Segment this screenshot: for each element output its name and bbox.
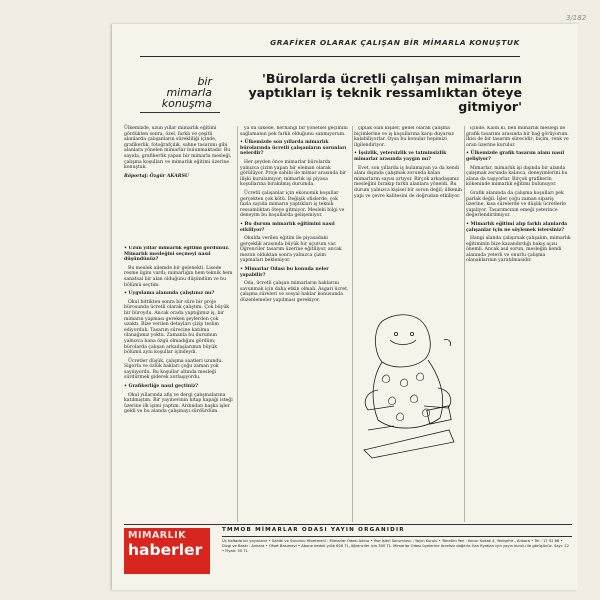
interview-question: • Ülkemizde son yıllarda mimarlık bürolarında ücretli çalışanların sorunları nelerdir? [240,140,347,157]
article-column-3 [354,126,462,274]
mimarlik-haberler-logo [124,528,210,574]
headline-rule [140,56,520,57]
interview-answer: Grafik alanında da çalışma koşulları pek parlak değil. İşler çoğu zaman sipariş üzerine, kısa sürelerde ve düşük ücretlerle yapılıyor. Tasarımcının emeği yeterince değerlendirilmiyor. [466,190,566,219]
interview-answer: Ücretler düşük, çalışma saatleri uzundu. Sigorta ve özlük hakları çoğu zaman yok sayılıyordu. Bu koşullar altında mesleği sürdürmek giderek zorlaşıyordu. [124,358,223,381]
byline: Röportaj: Özgür AKARSU [124,173,189,179]
interview-answer: çıplak olan kişiler, genel olarak çalışma biçimlerine ve iş koşullarına karşı duyarsız kalabiliyorlar. Oysa bu konular hepimizi ilgilendiriyor. [354,126,454,148]
logo-bottom-text: haberler [128,541,203,559]
interview-answer: Evet, son yıllarda iş bulamayan ya da kendi alanı dışında çalışmak zorunda kalan mimarların sayısı artıyor. Birçok arkadaşımız mesleğini bırakıp farklı alanlara yöneldi. Bu durum yalnızca kişisel bir sorun değil; ülkenin yapı ve çevre kalitesini de doğrudan etkiliyor. [354,165,462,199]
interview-answer: Okul bittikten sonra bir süre bir proje bürosunda ücretli olarak çalıştım. Çok büyük bir büroydu. Ancak orada yaptığımız iş, bir mimarın yapması gereken şeylerden çok uzaktı. Bize verilen detayları çizip teslim ediyorduk. Tasarım sürecine katılma olanağımız yoktu. Zamanla bu durumun yalnızca bana özgü olmadığını gördüm; bürolarda çalışan arkadaşlarımın büyük bölümü aynı koşullar içindeydi. [124,299,230,356]
headline: GRAFİKER OLARAK ÇALIŞAN BİR MİMARLA KONUŞTUK [270,38,520,47]
logo-top-text: MİMARLIK [128,530,187,541]
column-divider [352,126,353,522]
organization-title: TMMOB MİMARLAR ODASI YAYIN ORGANIDIR [222,527,405,533]
article-column-2 [240,126,350,460]
interview-question: • Uzun yıllar mimarlık eğitimi gördünüz. Mimarlık mesleğini seçmeyi nasıl düşündünüz? [124,246,230,263]
interview-question: • Mimarlık eğitimi alıp farklı alanlarda çalışanlar için ne söylemek istersiniz? [466,221,568,233]
interview-question: • Uygulama alanında çalıştınız mı? [124,291,215,297]
drafting-table-icon [364,430,454,458]
handwritten-page-note: 3/182 [566,14,587,22]
interview-question: • Grafikerliğe nasıl geçtiniz? [124,384,199,390]
interview-answer: Bu meslek ailemde bir gelenekti. Lisede resme ilgim vardı; mimarlığın hem teknik hem sanatsal bir alan olduğunu düşündüm ve bu bölümü seçtim. [124,265,233,288]
figure-body-icon [373,360,443,428]
interview-answer: ya da ülkede, herhangi bir yönetsel geçimini sağlamanın pek farklı olduğunu sanmıyorum. [240,126,348,137]
interview-question: • Ülkemizde grafik tasarım alanı nasıl gelişiyor? [466,151,565,162]
intro-text: Ülkemizde, uzun yıllar mimarlık eğitimi gördükten sonra, özel, farklı ve çeşitli alanlarda çalışanların sürekliliği içinde, grafikerlik, fotoğrafçılık, sahne tasarımı gibi alanlara yönelen mimarlar bulunmaktadır. Bu sayıda, grafikerlik yapan bir mimarla mesleği, çalışma koşulları ve mimarlık eğitimi üzerine konuştuk. [124,126,232,171]
cartoon-illustration [354,280,462,460]
section-tag-line: mimarla [166,86,212,99]
publication-info: Üç haftada bir yayınlanır • Sahibi ve Sorumlu Yönetmeni : Mimarlar Odası Adına • Yazı İşleri Sorumlusu : Yayın Kurulu • Yönetim Yeri : Konur Sokak 4, Yenişehir - Ankara • Tel : 17 52 88 • Dizgi ve Baskı : Ankara • Ofset Basımevi • Abone bedeli yıllık 600 TL, öğrenciler için 300 TL. Mimarlar Odası üyelerine ücretsiz dağıtılır. İlan fiyatları için yayın kurulu ile görüşünüz. Sayı: 12 • Fiyatı: 50 TL [222,539,569,554]
interview-question: • İşsizlik, yetersizlik ve tatminsizlik mimarlar arasında yaygın mı? [354,151,447,162]
figure-head-icon [375,315,430,367]
interview-question: • Bu durum mimarlık eğitimini nasıl etkiliyor? [240,221,335,233]
intro-block [124,126,234,179]
interview-answer: Okul yıllarında afiş ve dergi çalışmalarına katılmıştım. Bir yayınevinin kitap kapağı isteği üzerine ilk işimi yaptım. Ardından başka işler geldi ve bu alanda çalışmayı sürdürdüm. [124,392,233,415]
section-rule [140,112,220,113]
section-tag-line: bir [197,75,212,88]
interview-answer: içinde. Kaldı ki, ben mimarlık mesleği ile grafik tasarımı arasında bir bağ görüyorum. İkisi de bir tasarım sürecidir; biçim, renk ve oran üzerine kurulur. [466,126,569,148]
section-tag [150,76,212,109]
interview-answer: Her şeyden önce mimarlar bürolarda yalnızca çizim yapan bir eleman olarak görülüyor. Proje sahibi ile mimar arasında bir ilişki kurulamıyor; mimarlık işi piyasa koşullarına bırakılmış durumda. [240,159,347,188]
column-divider [237,126,238,522]
pull-quote: 'Bürolarda ücretli çalışan mimarların yaptıkları iş teknik ressamlıktan öteye gitmiyor' [248,71,522,114]
interview-answer: Mimarlar, mimarlık işi dışında bir alanda çalışmak zorunda kalınca, deneyimlerini bu alana da taşıyorlar. Birçok grafikerin kökeninde mimarlık eğitimi bulunuyor. [466,165,568,188]
interview-answer: Okulda verilen eğitim ile piyasadaki gerçeklik arasında büyük bir uçurum var. Öğrenciler tasarım üzerine eğitiliyor, ancak mezun olduktan sonra yalnızca çizim yapmaları bekleniyor. [240,236,342,264]
footer-rule [222,536,572,537]
interview-answer: Oda, ücretli çalışan mimarların haklarını savunmak için daha etkin olmalı. Asgari ücret, çalışma süreleri ve sosyal haklar konusunda düzenlemeler yapılması gerekiyor. [240,281,349,304]
article-column-4 [466,126,572,460]
drawing-sheet-icon [427,406,451,424]
interview-question: • Mimarlar Odası bu konuda neler yapabilir? [240,267,329,278]
interview-answer: Ücretli çalışanlar için ekonomik koşullar gerçekten çok kötü. Değişik ofislerde, çok fazla sayıda mimarın yaptıkları iş teknik ressamlıktan öteye gitmiyor. Mesleki bilgi ve deneyim bu koşullarda gelişemiyor. [240,190,345,219]
section-tag-line: konuşma [161,97,212,110]
column-divider [464,126,465,522]
interview-answer: Hangi alanda çalışırsak çalışalım, mimarlık eğitiminin bize kazandırdığı bakış açısı önemli. Ancak asıl sorun, mesleğin kendi alanında yeterli ve onurlu çalışma olanaklarının yaratılmasıdır. [466,236,571,264]
